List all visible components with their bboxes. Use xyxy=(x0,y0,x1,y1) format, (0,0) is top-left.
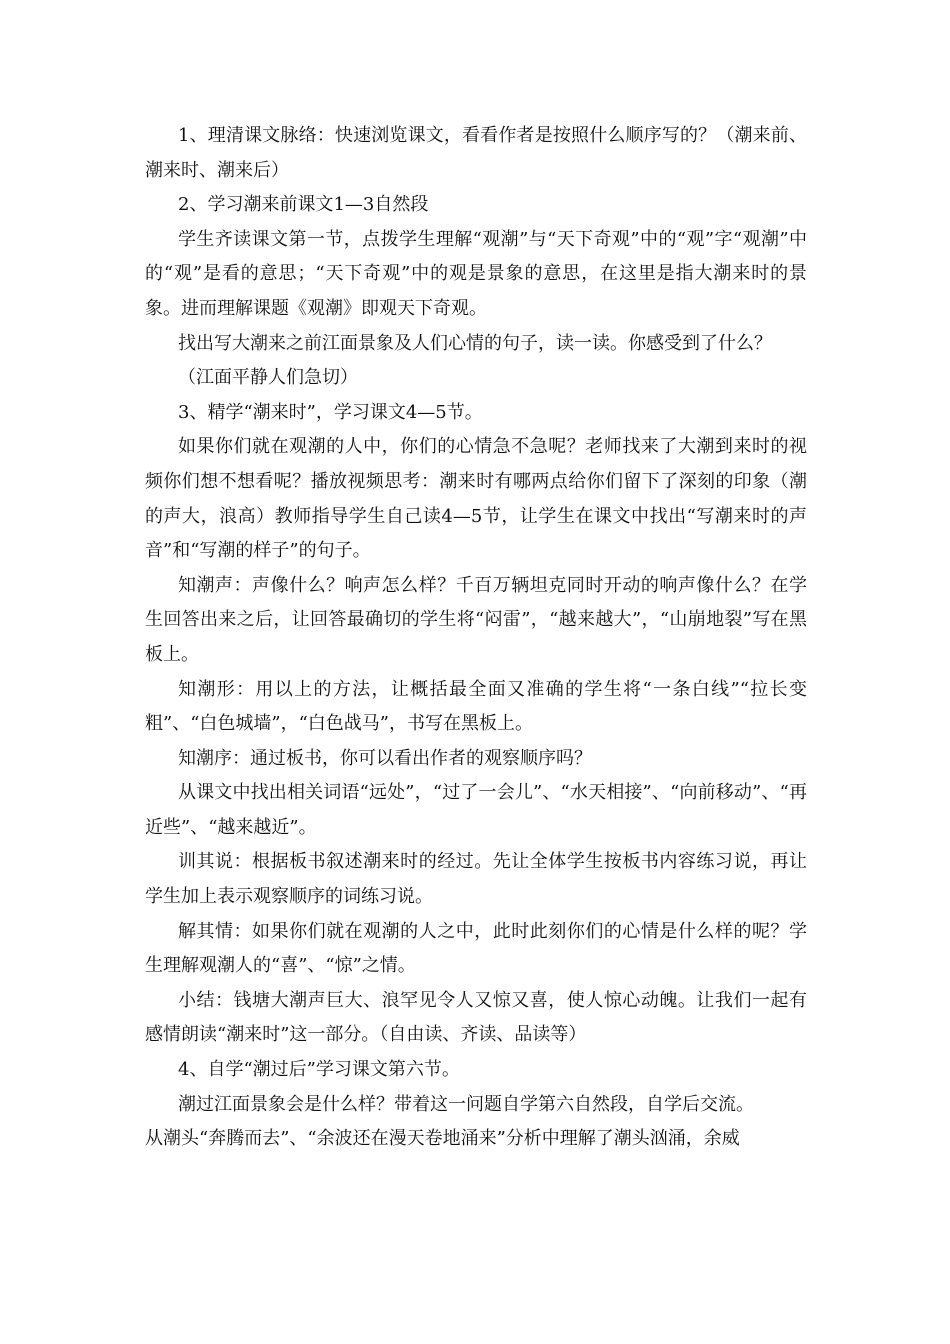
paragraph-1-outline: 1、理清课文脉络：快速浏览课文，看看作者是按照什么顺序写的？（潮来前、潮来时、潮来后） xyxy=(145,125,807,181)
paragraph-17-analysis: 从潮头“奔腾而去”、“余波还在漫天卷地涌来”分析中理解了潮头汹涌，余威 xyxy=(145,1128,740,1150)
document-body xyxy=(145,119,807,1157)
paragraph-12-practice: 训其说：根据板书叙述潮来时的经过。先让全体学生按板书内容练习说，再让学生加上表示观察顺序的词练习说。 xyxy=(145,851,807,908)
paragraph-2-before-tide: 2、学习潮来前课文1—3自然段 xyxy=(178,194,429,216)
paragraph-4-find-sentences: 找出写大潮来之前江面景象及人们心情的句子，读一读。你感受到了什么？ xyxy=(178,332,772,354)
paragraph-14-summary: 小结：钱塘大潮声巨大、浪罕见令人又惊又喜，使人惊心动魄。让我们一起有感情朗读“潮来时”这一部分。（自由读、齐读、品读等） xyxy=(145,989,807,1046)
paragraph-5-answer: （江面平静人们急切） xyxy=(178,367,358,389)
paragraph-9-tide-shape: 知潮形：用以上的方法，让概括最全面又准确的学生将“一条白线”“拉长变粗”、“白色城墙”，“白色战马”，书写在黑板上。 xyxy=(145,678,807,735)
paragraph-15-after-tide: 4、自学“潮过后”学习课文第六节。 xyxy=(178,1059,460,1081)
paragraph-8-tide-sound: 知潮声：声像什么？响声怎么样？千百万辆坦克同时开动的响声像什么？在学生回答出来之后，让回答最确切的学生将“闷雷”，“越来越大”，“山崩地裂”写在黑板上。 xyxy=(145,574,807,665)
paragraph-13-feelings: 解其情：如果你们就在观潮的人之中，此时此刻你们的心情是什么样的呢？学生理解观潮人的“喜”、“惊”之情。 xyxy=(145,920,807,977)
paragraph-3-reading: 学生齐读课文第一节，点拨学生理解“观潮”与“天下奇观”中的“观”字“观潮”中的“观”是看的意思；“天下奇观”中的观是景象的意思，在这里是指大潮来时的景象。进而理解课题《观潮》即观天下奇观。 xyxy=(145,228,807,319)
paragraph-6-tide-coming: 3、精学“潮来时”，学习课文4—5节。 xyxy=(178,401,483,423)
paragraph-10-tide-order: 知潮序：通过板书，你可以看出作者的观察顺序吗？ xyxy=(178,747,592,769)
paragraph-7-video: 如果你们就在观潮的人中，你们的心情急不急呢？老师找来了大潮到来时的视频你们想不想看呢？播放视频思考：潮来时有哪两点给你们留下了深刻的印象（潮的声大，浪高）教师指导学生自己读4—5节，让学生在课文中找出“写潮来时的声音”和“写潮的样子”的句子。 xyxy=(145,436,807,562)
paragraph-16-self-study: 潮过江面景象会是什么样？带着这一问题自学第六自然段，自学后交流。 xyxy=(178,1093,754,1115)
paragraph-11-words: 从课文中找出相关词语“远处”，“过了一会儿”、“水天相接”、“向前移动”、“再近些”、“越来越近”。 xyxy=(145,782,807,838)
